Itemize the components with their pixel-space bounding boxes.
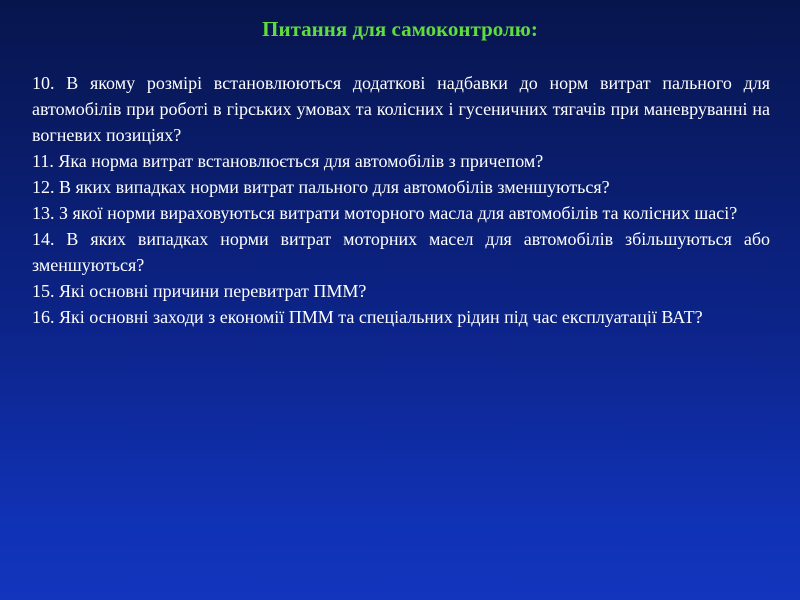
- slide-title: Питання для самоконтролю:: [262, 17, 538, 41]
- question-item: 10. В якому розмірі встановлюються додаткові надбавки до норм витрат пального для автомобілів при роботі в гірських умовах та колісних і гусеничних тягачів при маневруванні на вогневих позиціях?: [32, 73, 770, 145]
- question-item: 14. В яких випадках норми витрат моторних масел для автомобілів збільшуються або зменшуються?: [32, 229, 770, 275]
- question-item: 13. З якої норми вираховуються витрати моторного масла для автомобілів та колісних шасі?: [32, 203, 738, 223]
- question-item: 11. Яка норма витрат встановлюється для автомобілів з причепом?: [32, 151, 544, 171]
- question-item: 16. Які основні заходи з економії ПММ та спеціальних рідин під час експлуатації ВАТ?: [32, 307, 703, 327]
- question-list: [32, 70, 770, 330]
- question-item: 12. В яких випадках норми витрат пального для автомобілів зменшуються?: [32, 177, 610, 197]
- question-item: 15. Які основні причини перевитрат ПММ?: [32, 281, 367, 301]
